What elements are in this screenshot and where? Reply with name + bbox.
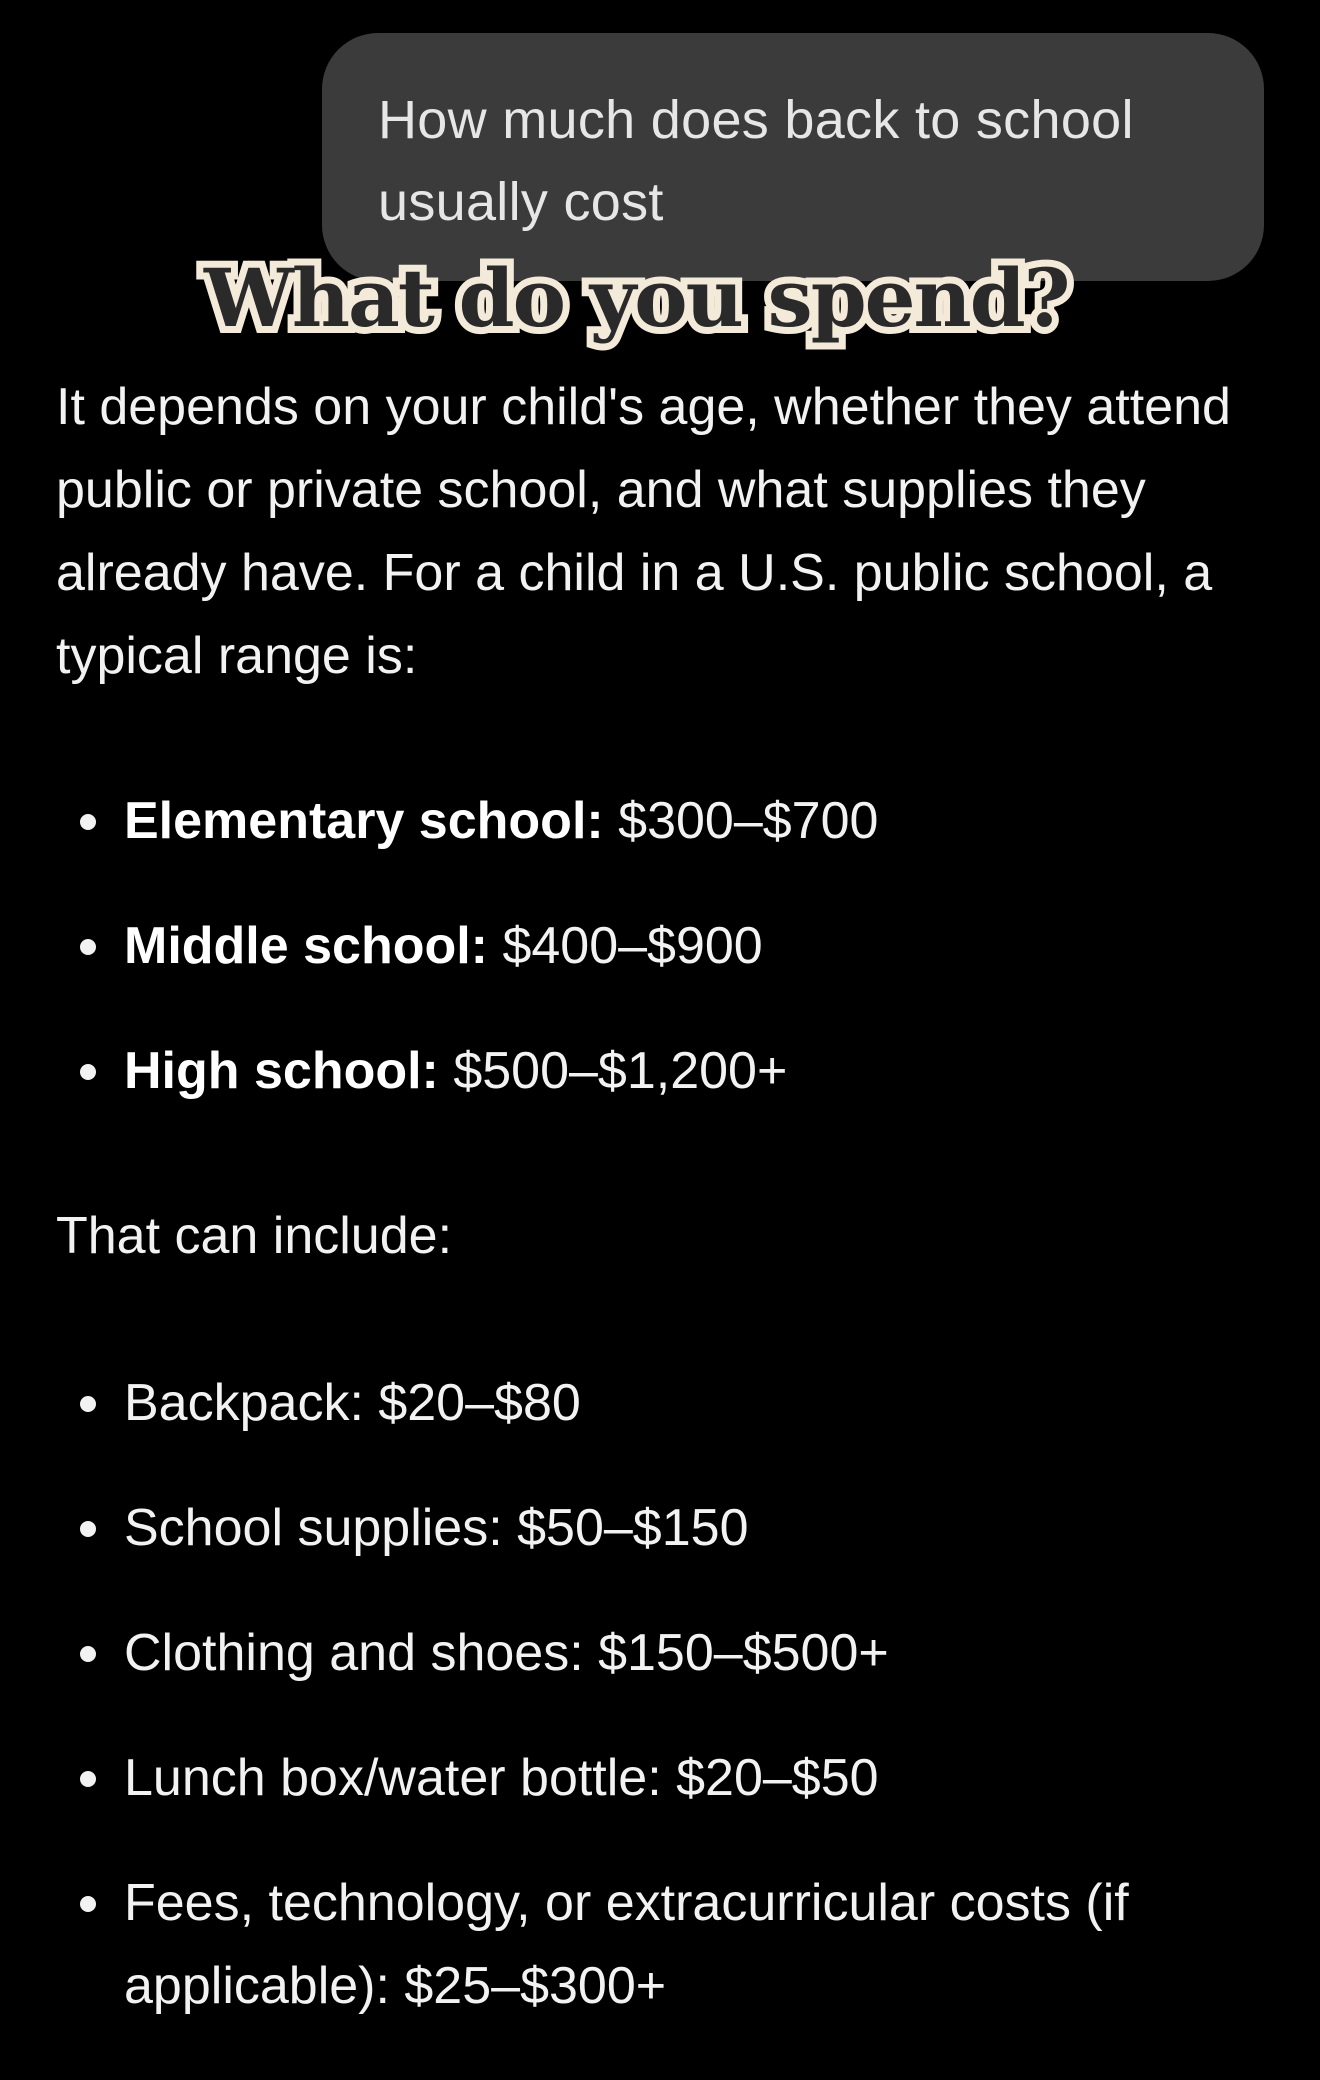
list-item-text: Lunch box/water bottle: $20–$50 — [124, 1749, 879, 1807]
bullet-icon — [80, 1771, 96, 1787]
bullet-icon — [80, 1896, 96, 1912]
overlay-caption: What do you spend? — [204, 251, 1069, 345]
list-item-label: High school: — [124, 1042, 439, 1100]
bullet-icon — [80, 1396, 96, 1412]
list-item — [80, 1487, 1260, 1570]
bullet-icon — [80, 939, 96, 955]
included-costs-list — [80, 1362, 1260, 2070]
school-level-cost-list — [80, 780, 1260, 1155]
list-item — [80, 1362, 1260, 1445]
bullet-icon — [80, 1521, 96, 1537]
bullet-icon — [80, 1064, 96, 1080]
list-item-value: $500–$1,200+ — [438, 1042, 788, 1100]
list-item-elementary — [80, 780, 1260, 863]
list-item-text: Clothing and shoes: $150–$500+ — [124, 1624, 889, 1682]
user-message-bubble — [322, 33, 1264, 281]
includes-heading: That can include: — [56, 1207, 453, 1265]
list-item-value: $300–$700 — [603, 792, 879, 850]
list-item-value: $400–$900 — [488, 917, 763, 975]
list-item — [80, 1612, 1260, 1695]
list-item-high — [80, 1030, 1260, 1113]
list-item-middle — [80, 905, 1260, 988]
bullet-icon — [80, 1646, 96, 1662]
list-item-label: Elementary school: — [124, 792, 604, 850]
bullet-icon — [80, 814, 96, 830]
list-item-text: School supplies: $50–$150 — [124, 1499, 749, 1557]
list-item-label: Middle school: — [124, 917, 488, 975]
list-item-text: Backpack: $20–$80 — [124, 1374, 581, 1432]
list-item — [80, 1737, 1260, 1820]
list-item-text: Fees, technology, or extracurricular costs (if applicable): $25–$300+ — [124, 1874, 1129, 2015]
user-message-text: How much does back to school usually cost — [378, 90, 1134, 232]
list-item — [80, 1862, 1260, 2028]
response-intro: It depends on your child's age, whether they attend public or private school, and what supplies they already have. For a child in a U.S. public school, a typical range is: — [56, 378, 1231, 685]
